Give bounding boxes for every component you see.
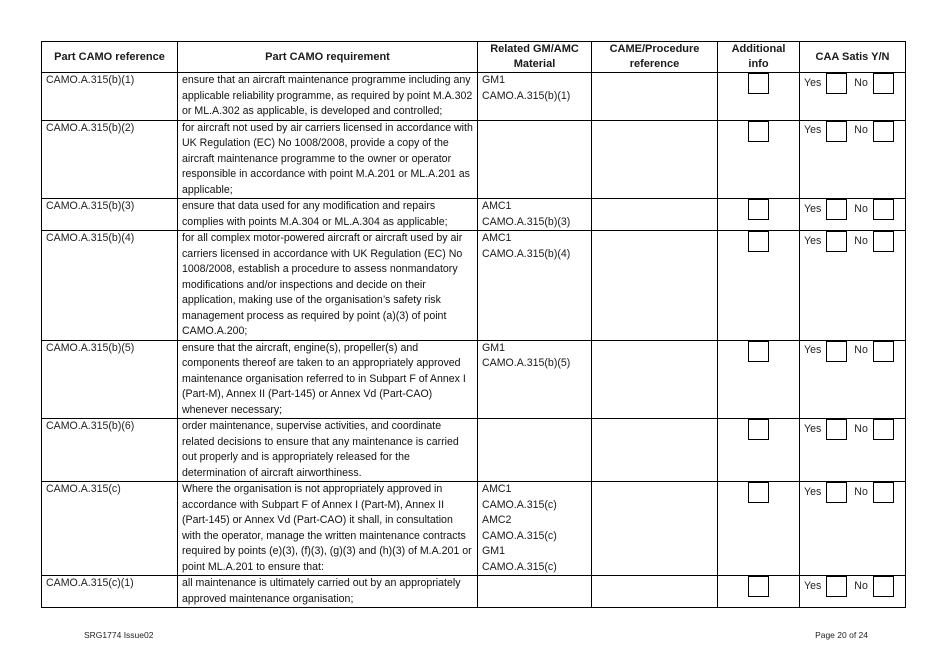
yes-label: Yes [804, 485, 822, 498]
row-caa-satis [800, 482, 906, 576]
row-gm-amc [478, 73, 592, 121]
row-reference: CAMO.A.315(c)(1) [42, 576, 178, 608]
row-requirement: Where the organisation is not appropriately approved in accordance with Subpart F of Annex I (Part-M), Annex II (Part-145) or Annex Vd (Part-CAO) it shall, in consultation with the operator, manage the written maintenance contracts required by points (e)(3), (f)(3), (g)(3) and (h)(3) of M.A.201 or point ML.A.201 to ensure that: [178, 482, 478, 576]
yes-label: Yes [804, 344, 822, 357]
no-checkbox[interactable] [873, 199, 894, 220]
yes-checkbox[interactable] [826, 121, 847, 142]
row-additional-info [718, 73, 800, 121]
camo-compliance-table [41, 41, 906, 608]
yes-label: Yes [804, 579, 822, 592]
header-ref: Part CAMO reference [42, 42, 178, 73]
row-reference: CAMO.A.315(b)(6) [42, 419, 178, 482]
yes-checkbox[interactable] [826, 73, 847, 94]
row-reference: CAMO.A.315(b)(1) [42, 73, 178, 121]
yes-label: Yes [804, 76, 822, 89]
no-label: No [854, 579, 868, 592]
row-caa-satis [800, 340, 906, 419]
additional-info-checkbox[interactable] [748, 231, 769, 252]
yes-label: Yes [804, 124, 822, 137]
row-additional-info [718, 120, 800, 199]
gm-amc-line: AMC1 [482, 483, 512, 495]
table-row [42, 199, 906, 231]
additional-info-checkbox[interactable] [748, 73, 769, 94]
gm-amc-line: GM1 [482, 74, 505, 86]
gm-amc-line: CAMO.A.315(b)(5) [482, 357, 571, 369]
yes-label: Yes [804, 234, 822, 247]
row-requirement: ensure that an aircraft maintenance programme including any applicable reliability programme, as required by point M.A.302 or ML.A.302 as applicable, is developed and controlled; [178, 73, 478, 121]
no-label: No [854, 485, 868, 498]
additional-info-checkbox[interactable] [748, 419, 769, 440]
additional-info-checkbox[interactable] [748, 341, 769, 362]
no-checkbox[interactable] [873, 231, 894, 252]
additional-info-checkbox[interactable] [748, 576, 769, 597]
gm-amc-line: GM1 [482, 545, 505, 557]
header-caa-satis: CAA Satis Y/N [800, 42, 906, 73]
row-gm-amc [478, 120, 592, 199]
yes-checkbox[interactable] [826, 482, 847, 503]
row-additional-info [718, 482, 800, 576]
header-row [42, 42, 906, 73]
table-row [42, 482, 906, 576]
additional-info-checkbox[interactable] [748, 121, 769, 142]
row-additional-info [718, 199, 800, 231]
table-row [42, 120, 906, 199]
row-additional-info [718, 231, 800, 341]
row-caa-satis [800, 199, 906, 231]
row-caa-satis [800, 120, 906, 199]
row-came-procedure[interactable] [592, 231, 718, 341]
no-checkbox[interactable] [873, 121, 894, 142]
table-row [42, 340, 906, 419]
table-body [42, 73, 906, 608]
row-came-procedure[interactable] [592, 199, 718, 231]
row-gm-amc [478, 340, 592, 419]
row-requirement: all maintenance is ultimately carried out by an appropriately approved maintenance organisation; [178, 576, 478, 608]
gm-amc-line: CAMO.A.315(b)(1) [482, 89, 571, 102]
gm-amc-line: GM1 [482, 341, 505, 354]
row-gm-amc [478, 482, 592, 576]
no-checkbox[interactable] [873, 482, 894, 503]
row-reference: CAMO.A.315(c) [42, 482, 178, 576]
no-label: No [854, 124, 868, 137]
no-label: No [854, 422, 868, 435]
gm-amc-line: AMC2 [482, 514, 512, 526]
yes-checkbox[interactable] [826, 419, 847, 440]
gm-amc-line: CAMO.A.315(c) [482, 560, 557, 573]
yes-checkbox[interactable] [826, 341, 847, 362]
row-came-procedure[interactable] [592, 576, 718, 608]
gm-amc-line: CAMO.A.315(b)(4) [482, 247, 571, 260]
row-gm-amc [478, 576, 592, 608]
gm-amc-line: AMC1 [482, 200, 512, 212]
no-checkbox[interactable] [873, 576, 894, 597]
row-came-procedure[interactable] [592, 340, 718, 419]
page-number: Page 20 of 24 [815, 630, 868, 640]
gm-amc-line: CAMO.A.315(c) [482, 498, 557, 511]
header-came-procedure: CAME/Procedure reference [592, 42, 718, 73]
gm-amc-line: AMC1 [482, 232, 512, 244]
table-row [42, 419, 906, 482]
row-caa-satis [800, 419, 906, 482]
row-caa-satis [800, 231, 906, 341]
row-gm-amc [478, 199, 592, 231]
row-gm-amc [478, 231, 592, 341]
row-requirement: order maintenance, supervise activities, and coordinate related decisions to ensure that any maintenance is carried out properly and is appropriately released for the determination of aircraft airworthiness. [178, 419, 478, 482]
yes-label: Yes [804, 422, 822, 435]
no-checkbox[interactable] [873, 73, 894, 94]
row-came-procedure[interactable] [592, 73, 718, 121]
row-additional-info [718, 340, 800, 419]
row-reference: CAMO.A.315(b)(4) [42, 231, 178, 341]
yes-checkbox[interactable] [826, 576, 847, 597]
table-row [42, 73, 906, 121]
row-requirement: for aircraft not used by air carriers licensed in accordance with UK Regulation (EC) No 1008/2008, provide a copy of the aircraft maintenance programme to the owner or operator responsible in accordance with point M.A.201 or ML.A.201 as applicable; [178, 120, 478, 199]
yes-label: Yes [804, 202, 822, 215]
gm-amc-line: CAMO.A.315(c) [482, 529, 557, 542]
row-requirement: ensure that data used for any modification and repairs complies with points M.A.304 or ML.A.304 as applicable; [178, 199, 478, 231]
additional-info-checkbox[interactable] [748, 482, 769, 503]
no-label: No [854, 344, 868, 357]
row-gm-amc [478, 419, 592, 482]
no-checkbox[interactable] [873, 341, 894, 362]
header-requirement: Part CAMO requirement [178, 42, 478, 73]
row-requirement: ensure that the aircraft, engine(s), propeller(s) and components thereof are taken to an appropriately approved maintenance organisation referred to in Subpart F of Annex I (Part-M), Annex II (Part-145) or Annex Vd (Part-CAO) whenever necessary; [178, 340, 478, 419]
row-came-procedure[interactable] [592, 419, 718, 482]
yes-checkbox[interactable] [826, 231, 847, 252]
gm-amc-line: CAMO.A.315(b)(3) [482, 215, 571, 228]
no-label: No [854, 76, 868, 89]
additional-info-checkbox[interactable] [748, 199, 769, 220]
header-additional-info: Additional info [718, 42, 800, 73]
row-requirement: for all complex motor-powered aircraft or aircraft used by air carriers licensed in accordance with UK Regulation (EC) No 1008/2008, establish a procedure to assess nonmandatory modifications and/or inspections and decide on their application, making use of the organisation’s safety risk management process as required by point (a)(3) of point CAMO.A.200; [178, 231, 478, 341]
row-came-procedure[interactable] [592, 120, 718, 199]
header-gm-amc: Related GM/AMC Material [478, 42, 592, 73]
doc-reference: SRG1774 Issue02 [84, 630, 154, 640]
row-reference: CAMO.A.315(b)(3) [42, 199, 178, 231]
row-additional-info [718, 576, 800, 608]
row-reference: CAMO.A.315(b)(2) [42, 120, 178, 199]
no-label: No [854, 202, 868, 215]
no-label: No [854, 234, 868, 247]
no-checkbox[interactable] [873, 419, 894, 440]
row-came-procedure[interactable] [592, 482, 718, 576]
table-row [42, 576, 906, 608]
table-row [42, 231, 906, 341]
yes-checkbox[interactable] [826, 199, 847, 220]
row-caa-satis [800, 576, 906, 608]
row-additional-info [718, 419, 800, 482]
row-reference: CAMO.A.315(b)(5) [42, 340, 178, 419]
row-caa-satis [800, 73, 906, 121]
